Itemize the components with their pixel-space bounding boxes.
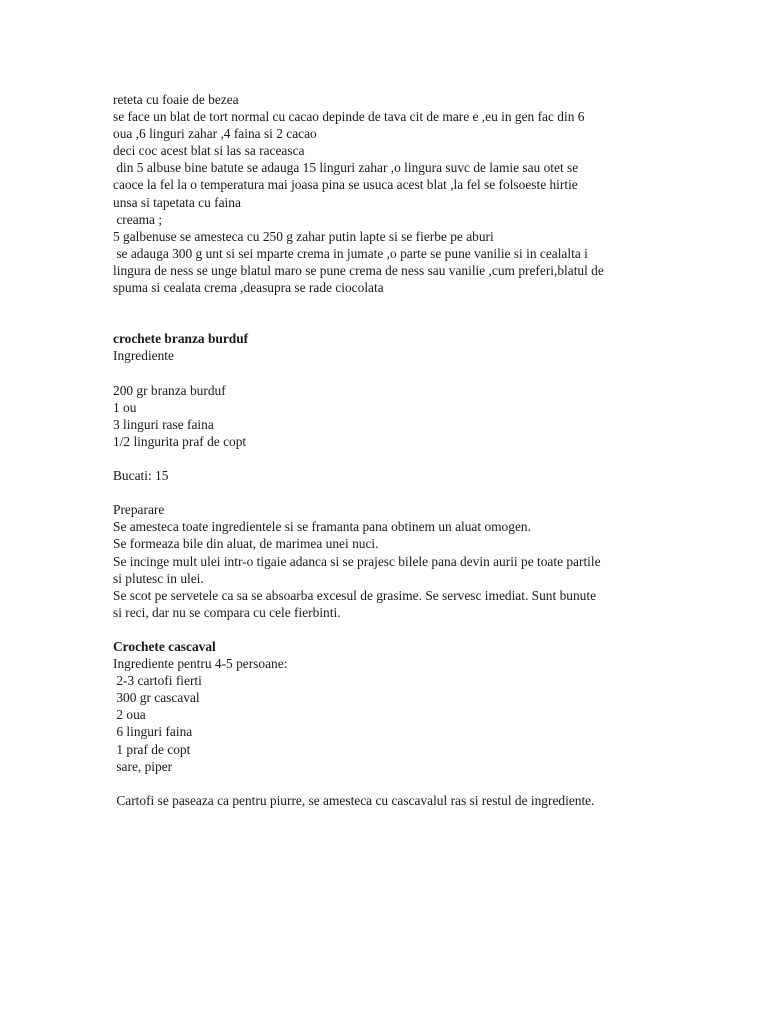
recipe-meringue-line: din 5 albuse bine batute se adauga 15 linguri zahar ,o lingura suvc de lamie sau otet se (113, 160, 579, 176)
ingredient-item: 1 praf de copt (113, 741, 191, 757)
ingredient-item: 300 gr cascaval (113, 690, 200, 706)
ingredient-item: 200 gr branza burduf (113, 382, 226, 398)
recipe-meringue (113, 91, 658, 296)
ingredient-item: sare, piper (113, 758, 173, 774)
document-page (113, 91, 658, 809)
preparation-line: Cartofi se paseaza ca pentru piurre, se amesteca cu cascavalul ras si restul de ingrediente. (113, 792, 595, 808)
yield-text: Bucati: 15 (113, 468, 169, 484)
ingredients-heading: Ingrediente (113, 348, 174, 364)
ingredient-item: 2 oua (113, 707, 146, 723)
preparation-heading: Preparare (113, 502, 165, 518)
recipe-crochete-cascaval (113, 638, 658, 809)
preparation-line: Se formeaza bile din aluat, de marimea unei nuci. (113, 536, 379, 552)
spacer (113, 484, 658, 501)
recipe-meringue-line: unsa si tapetata cu faina (113, 194, 241, 210)
ingredients-heading: Ingrediente pentru 4-5 persoane: (113, 656, 288, 672)
recipe-meringue-line: oua ,6 linguri zahar ,4 faina si 2 cacao (113, 126, 317, 142)
recipe-meringue-line: deci coc acest blat si las sa raceasca (113, 143, 305, 159)
spacer (113, 365, 658, 382)
recipe-meringue-line: creama ; (113, 211, 163, 227)
spacer (113, 775, 658, 792)
recipe-meringue-line: 5 galbenuse se amesteca cu 250 g zahar putin lapte si se fierbe pe aburi (113, 228, 494, 244)
ingredient-item: 6 linguri faina (113, 724, 193, 740)
ingredient-item: 1 ou (113, 399, 137, 415)
ingredient-item: 3 linguri rase faina (113, 416, 214, 432)
recipe-meringue-line: se face un blat de tort normal cu cacao depinde de tava cit de mare e ,eu in gen fac din 6 (113, 109, 585, 125)
recipe-meringue-line: reteta cu foaie de bezea (113, 92, 239, 107)
preparation-line: si plutesc in ulei. (113, 570, 204, 586)
preparation-line: Se amesteca toate ingredientele si se framanta pana obtinem un aluat omogen. (113, 519, 531, 535)
spacer (113, 296, 658, 330)
preparation-line: si reci, dar nu se compara cu cele fierbinti. (113, 604, 341, 620)
recipe-meringue-line: lingura de ness se unge blatul maro se pune crema de ness sau vanilie ,cum preferi,blatul de (113, 262, 604, 278)
recipe-meringue-line: se adauga 300 g unt si sei mparte crema in jumate ,o parte se pune vanilie si in cealalta i (113, 245, 588, 261)
preparation-line: Se incinge mult ulei intr-o tigaie adanca si se prajesc bilele pana devin aurii pe toate partile (113, 553, 601, 569)
recipe-meringue-line: caoce la fel la o temperatura mai joasa pina se usuca acest blat ,la fel se folsoeste hirtie (113, 177, 578, 193)
recipe-title: Crochete cascaval (113, 639, 216, 654)
recipe-crochete-branza (113, 330, 658, 621)
preparation-line: Se scot pe servetele ca sa se absoarba excesul de grasime. Se servesc imediat. Sunt bunute (113, 587, 597, 603)
ingredient-item: 1/2 lingurita praf de copt (113, 433, 247, 449)
recipe-meringue-line: spuma si cealata crema ,deasupra se rade ciocolata (113, 280, 384, 296)
ingredient-item: 2-3 cartofi fierti (113, 673, 202, 689)
spacer (113, 450, 658, 467)
recipe-title: crochete branza burduf (113, 331, 249, 347)
spacer (113, 621, 658, 638)
